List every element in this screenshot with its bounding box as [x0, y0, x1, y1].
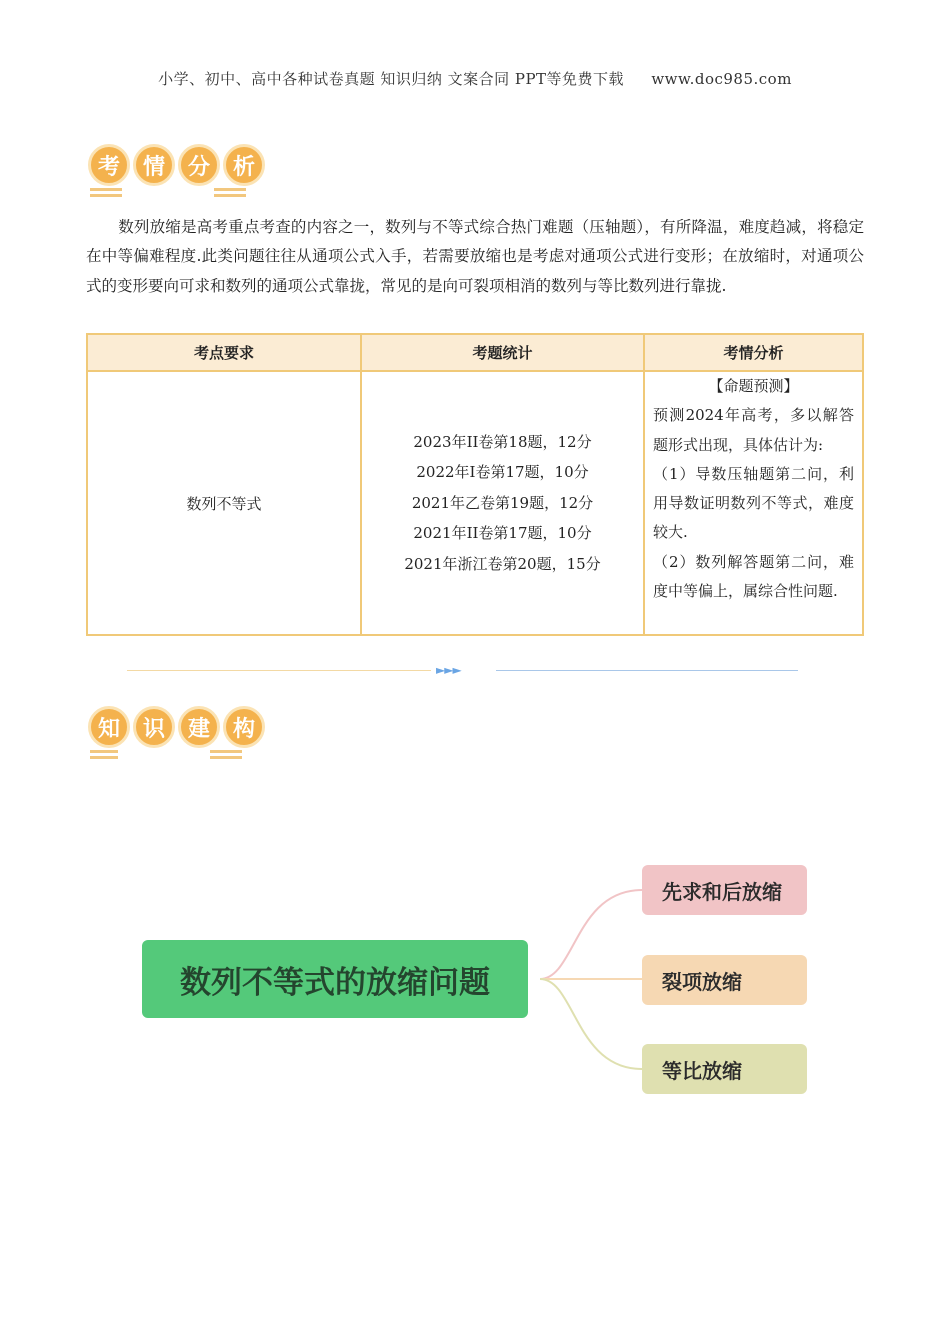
mindmap-branch-telescoping: 裂项放缩 — [642, 955, 807, 1005]
section1-char-4: 析 — [223, 144, 265, 186]
section1-char-3: 分 — [178, 144, 220, 186]
section2-char-4: 构 — [223, 706, 265, 748]
analysis-line: （2）数列解答题第二问，难度中等偏上，属综合性问题. — [653, 552, 854, 601]
stat-line: 2022年I卷第17题，10分 — [416, 463, 589, 482]
analysis-line: （1）导数压轴题第二问，利用导数证明数列不等式，难度较大. — [653, 464, 854, 542]
connector-branch-1 — [540, 890, 642, 979]
section2-char-2: 识 — [133, 706, 175, 748]
mindmap-root: 数列不等式的放缩问题 — [142, 940, 528, 1018]
header-site: www.doc985.com — [651, 70, 792, 88]
connector-branch-3 — [540, 979, 642, 1069]
section2-char-3: 建 — [178, 706, 220, 748]
table-header-cell: 考点要求 — [87, 334, 361, 371]
section1-char-1: 考 — [88, 144, 130, 186]
mindmap-branch-geometric: 等比放缩 — [642, 1044, 807, 1094]
stat-line: 2023年II卷第18题，12分 — [413, 432, 592, 451]
mindmap-branch-sum-then-scale: 先求和后放缩 — [642, 865, 807, 915]
header-text: 小学、初中、高中各种试卷真题 知识归纳 文案合同 PPT等免费下载 — [158, 70, 625, 88]
table-header-cell: 考情分析 — [644, 334, 863, 371]
divider-arrows-icon: ►►► — [436, 663, 461, 677]
section2-char-1: 知 — [88, 706, 130, 748]
analysis-line: 预测2024年高考，多以解答题形式出现，具体估计为: — [653, 406, 854, 454]
analysis-title: 【命题预测】 — [708, 377, 799, 395]
stat-line: 2021年浙江卷第20题，15分 — [404, 554, 601, 573]
intro-text: 数列放缩是高考重点考查的内容之一，数列与不等式综合热门难题（压轴题），有所降温，难度趋减，将稳定在中等偏难程度.此类问题往往从通项公式入手，若需要放缩也是考虑对通项公式进行变形；在放缩时，对通项公式的变形要向可求和数列的通项公式靠拢，常见的是向可裂项相消的数列与等比数列进行靠拢. — [86, 218, 864, 295]
table-header-cell: 考题统计 — [361, 334, 644, 371]
stat-line: 2021年II卷第17题，10分 — [413, 524, 592, 543]
section1-char-2: 情 — [133, 144, 175, 186]
stat-line: 2021年乙卷第19题，12分 — [411, 493, 594, 512]
topic-cell: 数列不等式 — [87, 371, 361, 635]
